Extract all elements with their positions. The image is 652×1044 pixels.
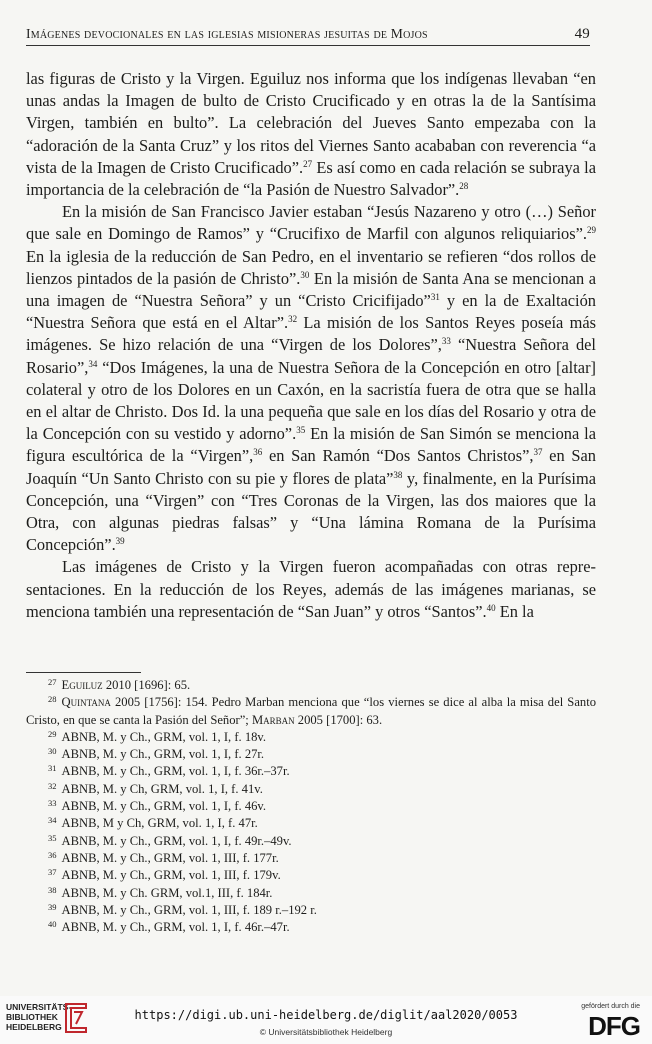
running-header: [26, 26, 590, 44]
footnote-32: $^{32}$ ABNB, M. y Ch, GRM, vol. 1, I, f. 41v.: [48, 780, 263, 796]
permalink-url[interactable]: https://digi.ub.uni-heidelberg.de/diglit/aal2020/0053: [134, 1008, 518, 1022]
footnote-ref-33[interactable]: 33: [441, 336, 451, 347]
footnote-36: $^{36}$ ABNB, M. y Ch., GRM, vol. 1, III, f. 177r.: [48, 849, 279, 865]
footnote-ref-31[interactable]: 31: [430, 292, 440, 303]
footnote-38: $^{38}$ ABNB, M. y Ch. GRM, vol.1, III, f. 184r.: [48, 884, 273, 900]
footnote-ref-40[interactable]: 40: [486, 602, 496, 613]
footnotes: [26, 677, 596, 936]
footnote-ref-36[interactable]: 36: [253, 447, 263, 458]
library-name: UNIVERSITÄTS- BIBLIOTHEK HEIDELBERG: [6, 1002, 72, 1032]
header-rule: [26, 45, 590, 46]
footnote-40: $^{40}$ ABNB, M. y Ch., GRM, vol. 1, I, f. 46r.–47r.: [48, 919, 290, 935]
dfg-logo[interactable]: DFG: [588, 1011, 640, 1041]
footnote-34: $^{34}$ ABNB, M y Ch, GRM, vol. 1, I, f. 47r.: [48, 815, 258, 831]
footnote-39: $^{39}$ ABNB, M. y Ch., GRM, vol. 1, III, f. 189 r.–192 r.: [48, 901, 317, 917]
footnote-28: $^{28}$ Quintana 2005 [1756]: 154. Pedro Marban menciona que “los viernes se dice al alba la misa del Santo Cristo, en que se canta la Pasión del Señor”; Marban 2005 [1700]: 63.: [26, 694, 596, 727]
footnote-ref-34[interactable]: 34: [88, 358, 98, 369]
footnote-ref-38[interactable]: 38: [393, 469, 403, 480]
funder-caption: gefördert durch die: [581, 1003, 640, 1010]
footnote-ref-32[interactable]: 32: [288, 314, 298, 325]
footnote-rule: [26, 672, 141, 673]
footnote-ref-27[interactable]: 27: [303, 158, 313, 169]
footnote-ref-37[interactable]: 37: [533, 447, 543, 458]
paragraph-2: En la misión de San Francisco Javier estaban “Jesús Nazareno y otro (…) Señor que sale en Domingo de Ramos” y “Crucifixo de Marfil con algunos reliquiarios”.$^{29}$ En la iglesia de la reducción de San Pedro, en el inventario se refieren “dos rollos de lienzos pintados de la pasión de Christo”.$^{30}$ En la misión de Santa Ana se mencionan a una imagen de “Nuestra Señora” y un “Cristo Cricifijado”$^{31}$ y en la de Exaltación “Nuestra Señora que está en el Altar”.$^{32}$ La misión de los Santos Reyes poseía más imágenes. Se hizo relación de una “Virgen de los Dolores”,$^{33}$ “Nuestra Señora del Rosario”,$^{34}$ “Dos Imágenes, la una de Nuestra Señora de la Concepción en otro [altar] colateral y otro de los Dolores en un Caxón, en la sacristía fuera de otra que se halla en el altar de Christo. Dos Id. la una pequeña que sale en los días del Rosario y otra de la Concepción con su vestido y adorno”.$^{35}$ En la misión de San Simón se menciona la figura escultórica de la “Virgen”,$^{36}$ en San Ramón “Dos Santos Christos”,$^{37}$ en San Joaquín “Un Santo Christo con su pie y flores de plata”$^{38}$ y, finalmente, en la Purísima Concepción, una “Virgen” con “Tres Coronas de la Virgen, las dos maiores que la Otra, con algunas piedras falsas” y “Una lámina Romana de la Purísima Concepción”.$^{39}$: [26, 202, 596, 555]
page-number: 49: [574, 26, 590, 42]
footnote-31: $^{31}$ ABNB, M. y Ch., GRM, vol. 1, I, f. 36r.–37r.: [48, 763, 290, 779]
footnote-ref-29[interactable]: 29: [587, 225, 596, 236]
footnote-ref-39[interactable]: 39: [115, 536, 125, 547]
footnote-37: $^{37}$ ABNB, M. y Ch., GRM, vol. 1, III, f. 179v.: [48, 867, 281, 883]
running-title: Imágenes devocionales en las iglesias misioneras jesuitas de Mojos: [26, 26, 428, 41]
paragraph-3: Las imágenes de Cristo y la Virgen fueron acompañadas con otras representaciones. En la reducción de los Reyes, además de las imágenes marianas, se menciona también una representación de “San Juan” y otros “Santos”.$^{40}$ En la: [26, 557, 596, 621]
main-text: [26, 68, 596, 623]
footnote-27: $^{27}$ Eguiluz 2010 [1696]: 65.: [48, 677, 191, 692]
footnote-35: $^{35}$ ABNB, M. y Ch., GRM, vol. 1, I, f. 49r.–49v.: [48, 832, 292, 848]
paragraph-1: las figuras de Cristo y la Virgen. Eguiluz nos informa que los indígenas llevaban “en unas andas la Imagen de bulto de Cristo Crucificado y en otras la de la Santísima Virgen, también en bulto”. La celebración del Jueves Santo empezaba con la “adoración de la Santa Cruz” y los ritos del Viernes Santo acababan con reverencia “a vista de la Imagen de Cristo Crucificado”.$^{27}$ Es así como en cada relación se subraya la importancia de la celebración de “la Pasión de Nuestro Salvador”.$^{28}$: [26, 69, 596, 200]
footnote-33: $^{33}$ ABNB, M. y Ch., GRM, vol. 1, I, f. 46v.: [48, 798, 267, 814]
footnote-29: $^{29}$ ABNB, M. y Ch., GRM, vol. 1, I, f. 18v.: [48, 728, 267, 744]
footnote-30: $^{30}$ ABNB, M. y Ch., GRM, vol. 1, I, f. 27r.: [48, 746, 265, 762]
footnote-ref-35[interactable]: 35: [296, 425, 306, 436]
footnote-ref-30[interactable]: 30: [300, 269, 310, 280]
footnote-ref-28[interactable]: 28: [459, 181, 469, 192]
copyright-notice: © Universitätsbibliothek Heidelberg: [259, 1027, 393, 1037]
